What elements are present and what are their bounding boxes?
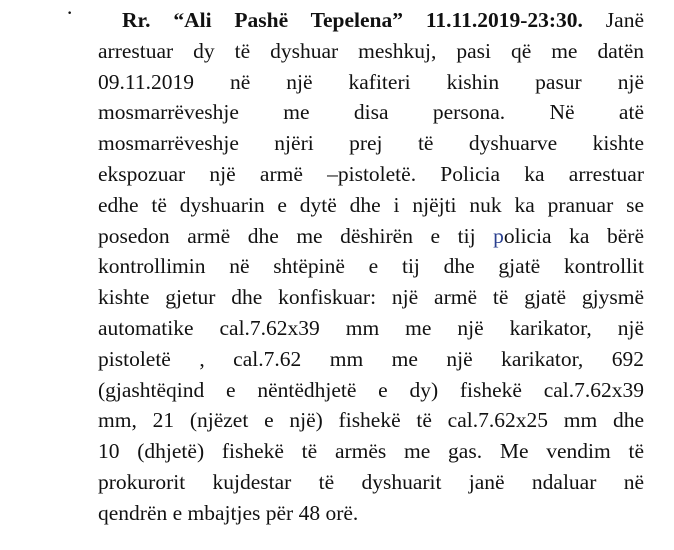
bullet-mark: · [66,0,74,25]
paragraph-line: mosmarrëveshje njëri prej të dyshuarve kishte [98,131,644,156]
paragraph-line: arrestuar dy të dyshuar meshkuj, pasi që me datën [98,38,644,63]
paragraph-line: mm, 21 (njëzet e një) fishekë të cal.7.62x25 mm dhe [98,408,644,433]
paragraph-line: mosmarrëveshje me disa persona. Në atë [98,100,644,125]
paragraph-line: ekspozuar një armë –pistoletë. Policia ka arrestuar [98,161,644,186]
paragraph-line [98,5,644,36]
paragraph-line: prokurorit kujdestar të dyshuarit janë ndaluar në [98,469,644,494]
report-heading: Rr. “Ali Pashë Tepelena” 11.11.2019-23:30. [122,8,583,32]
paragraph-line: pistoletë , cal.7.62 mm me një karikator, 692 [98,346,644,371]
paragraph-line: (gjashtëqind e nëntëdhjetë e dy) fishekë cal.7.62x39 [98,377,644,402]
report-paragraph [98,5,644,529]
paragraph-line: automatike cal.7.62x39 mm me një karikator, një [98,315,644,340]
paragraph-line: kishte gjetur dhe konfiskuar: një armë të gjatë gjysmë [98,285,644,310]
line-text: olicia ka bërë [503,223,644,248]
paragraph-line [98,221,644,252]
highlighted-letter: p [493,223,504,248]
paragraph-line: edhe të dyshuarin e dytë dhe i njëjti nuk ka pranuar se [98,192,644,217]
line-text: Janë [605,8,644,32]
line-text: posedon armë dhe me dëshirën e tij [98,223,494,248]
paragraph-line: kontrollimin në shtëpinë e tij dhe gjatë kontrollit [98,254,644,279]
paragraph-line: 10 (dhjetë) fishekë të armës me gas. Me vendim të [98,439,644,464]
paragraph-line: 09.11.2019 në një kafiteri kishin pasur një [98,69,644,94]
paragraph-line: qendrën e mbajtjes për 48 orë. [98,500,359,525]
